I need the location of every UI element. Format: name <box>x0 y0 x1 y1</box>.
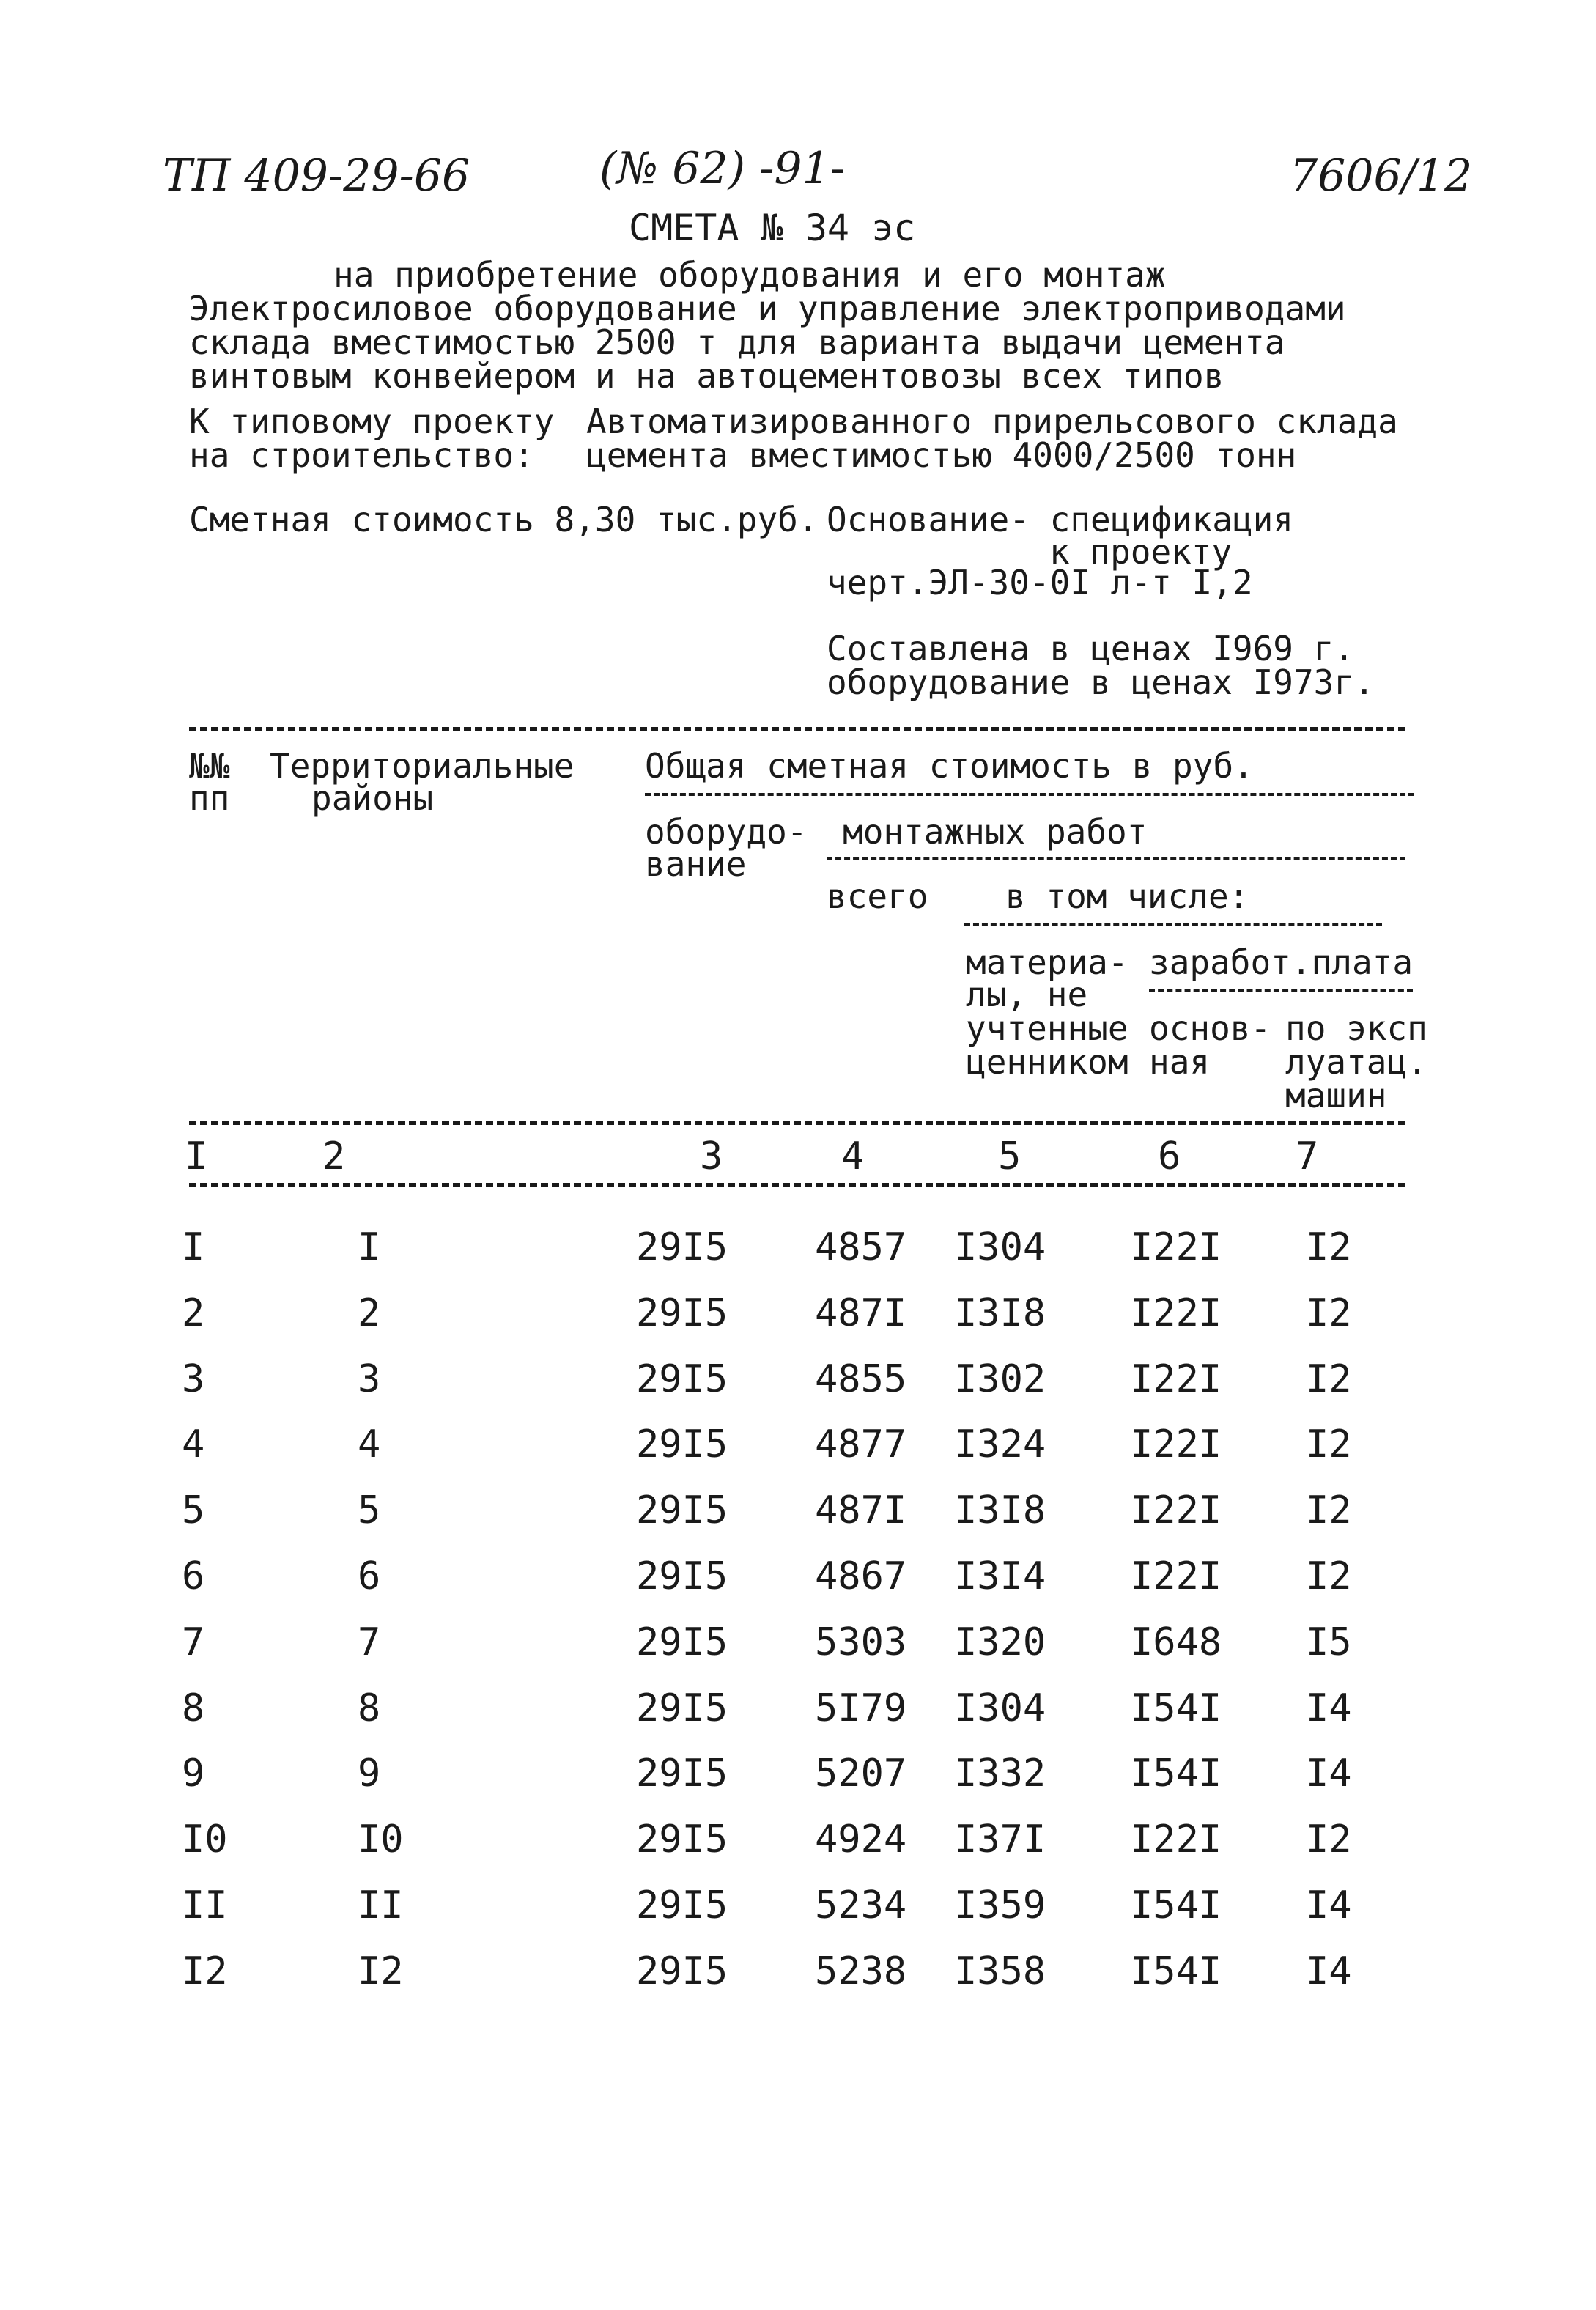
header-rule-wages <box>1149 989 1413 992</box>
header-rule-mounting <box>827 857 1405 860</box>
header-wages: заработ.плата <box>1149 942 1414 982</box>
header-machines-3: машин <box>1285 1076 1387 1115</box>
stamp-right: 7606/12 <box>1290 150 1473 202</box>
table-cell: I332 <box>954 1752 1046 1796</box>
table-cell: I22I <box>1130 1357 1222 1401</box>
table-cell: 8 <box>182 1686 205 1730</box>
table-cell: I22I <box>1130 1225 1222 1269</box>
table-cell: 29I5 <box>636 1225 728 1269</box>
table-cell: 8 <box>358 1686 381 1730</box>
table-cell: 5 <box>182 1488 205 1532</box>
table-cell: 29I5 <box>636 1620 728 1664</box>
table-cell: 6 <box>358 1554 381 1598</box>
basis-line-3: черт.ЭЛ-30-0I л-т I,2 <box>827 563 1253 602</box>
table-cell: I4 <box>1306 1883 1352 1927</box>
colnum-7: 7 <box>1296 1134 1319 1178</box>
table-cell: 7 <box>182 1620 205 1664</box>
prices-line-1: Составлена в ценах I969 г. <box>827 629 1355 668</box>
table-cell: I358 <box>954 1949 1046 1993</box>
subtitle-line-1: на приобретение оборудования и его монтаж <box>333 255 1166 295</box>
table-cell: I304 <box>954 1686 1046 1730</box>
table-cell: 3 <box>358 1357 381 1401</box>
table-cell: 29I5 <box>636 1488 728 1532</box>
stamp-left: ТП 409-29-66 <box>163 150 470 202</box>
table-cell: I54I <box>1130 1883 1222 1927</box>
table-cell: I54I <box>1130 1752 1222 1796</box>
header-machines-1: по эксп <box>1285 1008 1427 1048</box>
table-cell: I4 <box>1306 1686 1352 1730</box>
colnum-1: I <box>185 1134 208 1178</box>
table-cell: I3I8 <box>954 1291 1046 1335</box>
subtitle-line-2: Электросиловое оборудование и управление электроприводами <box>189 289 1346 328</box>
table-cell: 4855 <box>815 1357 907 1401</box>
table-cell: 4 <box>358 1422 381 1466</box>
table-cell: I2 <box>1306 1357 1352 1401</box>
table-cell: I2 <box>1306 1291 1352 1335</box>
table-cell: I320 <box>954 1620 1046 1664</box>
table-top-rule <box>189 727 1405 731</box>
table-cell: 2 <box>182 1291 205 1335</box>
table-cell: I0 <box>182 1818 228 1861</box>
table-cell: 29I5 <box>636 1422 728 1466</box>
prices-line-2: оборудование в ценах I973г. <box>827 663 1375 702</box>
header-including: в том числе: <box>1005 877 1249 916</box>
table-cell: I324 <box>954 1422 1046 1466</box>
table-cell: I304 <box>954 1225 1046 1269</box>
colnum-5: 5 <box>998 1134 1021 1178</box>
table-cell: 29I5 <box>636 1818 728 1861</box>
header-materials-2: лы, не <box>966 975 1088 1014</box>
header-materials-1: материа- <box>966 942 1128 982</box>
colnum-6: 6 <box>1158 1134 1181 1178</box>
stamp-center: (№ 62) -91- <box>599 143 845 194</box>
header-region-2: районы <box>311 778 434 818</box>
table-cell: 4924 <box>815 1818 907 1861</box>
table-cell: 4857 <box>815 1225 907 1269</box>
table-cell: 4 <box>182 1422 205 1466</box>
colnum-3: 3 <box>700 1134 723 1178</box>
table-cell: I2 <box>1306 1422 1352 1466</box>
project-label-1: К типовому проекту <box>189 402 555 441</box>
table-cell: 29I5 <box>636 1883 728 1927</box>
table-cell: I22I <box>1130 1422 1222 1466</box>
table-cell: 5303 <box>815 1620 907 1664</box>
table-cell: I4 <box>1306 1752 1352 1796</box>
table-cell: I302 <box>954 1357 1046 1401</box>
table-cell: I22I <box>1130 1488 1222 1532</box>
table-cell: 487I <box>815 1291 907 1335</box>
table-cell: 29I5 <box>636 1291 728 1335</box>
colnum-bottom-rule <box>189 1183 1405 1187</box>
table-cell: I359 <box>954 1883 1046 1927</box>
table-cell: 9 <box>182 1752 205 1796</box>
header-materials-4: ценником <box>966 1042 1128 1082</box>
project-value-2: цемента вместимостью 4000/2500 тонн <box>586 435 1297 475</box>
header-basic-1: основ- <box>1149 1008 1271 1048</box>
header-all: всего <box>827 877 928 916</box>
header-equipment-2: вание <box>645 844 747 884</box>
table-cell: 4867 <box>815 1554 907 1598</box>
header-num-1: №№ <box>189 746 230 786</box>
table-cell: I37I <box>954 1818 1046 1861</box>
table-cell: I3I4 <box>954 1554 1046 1598</box>
table-cell: 9 <box>358 1752 381 1796</box>
table-cell: I648 <box>1130 1620 1222 1664</box>
project-value-1: Автоматизированного прирельсового склада <box>586 402 1398 441</box>
table-cell: 5 <box>358 1488 381 1532</box>
table-cell: I3I8 <box>954 1488 1046 1532</box>
header-total: Общая сметная стоимость в руб. <box>645 746 1254 786</box>
table-cell: I0 <box>358 1818 404 1861</box>
header-basic-2: ная <box>1149 1042 1211 1082</box>
subtitle-line-4: винтовым конвейером и на автоцементовозы всех типов <box>189 356 1224 396</box>
table-cell: I22I <box>1130 1818 1222 1861</box>
basis-line-1: Основание- спецификация <box>827 500 1293 539</box>
table-cell: I2 <box>182 1949 228 1993</box>
table-cell: 7 <box>358 1620 381 1664</box>
basis-line-2: к проекту <box>1049 532 1233 572</box>
colnum-2: 2 <box>322 1134 346 1178</box>
header-rule-total <box>645 793 1414 796</box>
header-equipment-1: оборудо- <box>645 812 808 852</box>
header-bottom-rule <box>189 1121 1405 1125</box>
table-cell: 3 <box>182 1357 205 1401</box>
table-cell: I2 <box>1306 1554 1352 1598</box>
table-cell: I2 <box>1306 1818 1352 1861</box>
table-cell: I2 <box>1306 1225 1352 1269</box>
table-cell: I5 <box>1306 1620 1352 1664</box>
table-cell: 2 <box>358 1291 381 1335</box>
header-mounting: монтажных работ <box>843 812 1148 852</box>
table-cell: 6 <box>182 1554 205 1598</box>
estimated-cost: Сметная стоимость 8,30 тыс.руб. <box>189 500 819 539</box>
table-cell: I2 <box>1306 1488 1352 1532</box>
project-label-2: на строительство: <box>189 435 534 475</box>
table-cell: I54I <box>1130 1686 1222 1730</box>
header-num-2: пп <box>189 778 230 818</box>
table-cell: II <box>358 1883 404 1927</box>
table-cell: I <box>182 1225 205 1269</box>
header-machines-2: луатац. <box>1285 1042 1427 1082</box>
table-cell: 29I5 <box>636 1686 728 1730</box>
table-cell: 29I5 <box>636 1752 728 1796</box>
table-cell: 29I5 <box>636 1949 728 1993</box>
table-cell: 4877 <box>815 1422 907 1466</box>
table-cell: II <box>182 1883 228 1927</box>
header-region-1: Территориальные <box>270 746 575 786</box>
header-materials-3: учтенные <box>966 1008 1128 1048</box>
table-cell: 29I5 <box>636 1554 728 1598</box>
table-cell: 487I <box>815 1488 907 1532</box>
table-cell: 5238 <box>815 1949 907 1993</box>
table-cell: 5234 <box>815 1883 907 1927</box>
table-cell: I4 <box>1306 1949 1352 1993</box>
table-cell: I22I <box>1130 1291 1222 1335</box>
table-cell: I22I <box>1130 1554 1222 1598</box>
header-rule-including <box>964 923 1382 926</box>
table-cell: I <box>358 1225 381 1269</box>
colnum-4: 4 <box>841 1134 865 1178</box>
table-cell: I2 <box>358 1949 404 1993</box>
table-cell: 29I5 <box>636 1357 728 1401</box>
table-cell: 5207 <box>815 1752 907 1796</box>
table-cell: I54I <box>1130 1949 1222 1993</box>
subtitle-line-3: склада вместимостью 2500 т для варианта выдачи цемента <box>189 322 1285 362</box>
table-cell: 5I79 <box>815 1686 907 1730</box>
document-title: СМЕТА № 34 эс <box>629 207 916 249</box>
